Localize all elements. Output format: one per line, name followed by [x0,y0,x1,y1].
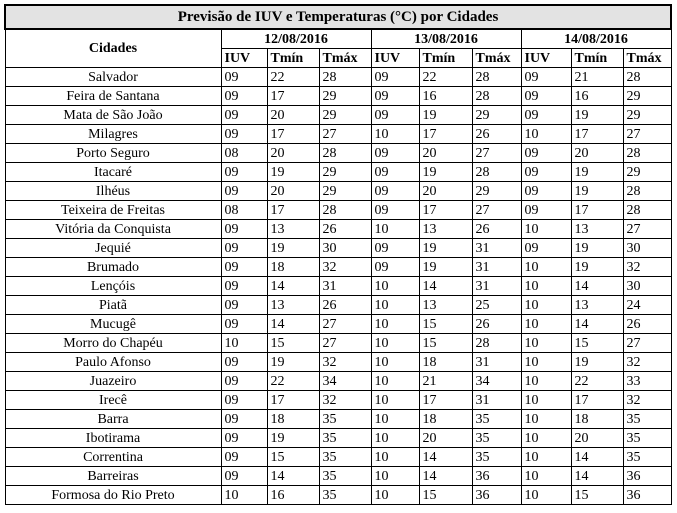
tmax-value-cell: 32 [623,353,671,372]
tmin-value-cell: 17 [267,125,319,144]
tmin-value-cell: 20 [419,144,472,163]
tmax-value-cell: 35 [319,410,371,429]
iuv-value-cell: 10 [521,125,571,144]
city-name-cell: Teixeira de Freitas [5,201,221,220]
tmax-value-cell: 29 [319,163,371,182]
tmax-value-cell: 34 [472,372,521,391]
tmin-header: Tmín [267,49,319,68]
city-name-cell: Juazeiro [5,372,221,391]
tmax-value-cell: 27 [623,334,671,353]
forecast-table [4,4,672,505]
tmax-value-cell: 35 [472,448,521,467]
iuv-value-cell: 09 [521,87,571,106]
tmin-value-cell: 17 [267,201,319,220]
city-name-cell: Paulo Afonso [5,353,221,372]
tmax-value-cell: 31 [319,277,371,296]
tmin-value-cell: 20 [267,106,319,125]
tmax-value-cell: 32 [623,258,671,277]
tmin-value-cell: 17 [267,391,319,410]
tmax-value-cell: 33 [623,372,671,391]
tmin-value-cell: 22 [571,372,623,391]
tmin-value-cell: 18 [419,410,472,429]
tmin-value-cell: 19 [419,258,472,277]
iuv-value-cell: 10 [371,391,419,410]
tmax-value-cell: 27 [319,334,371,353]
tmin-value-cell: 17 [419,201,472,220]
tmin-value-cell: 17 [571,125,623,144]
tmax-value-cell: 29 [319,182,371,201]
iuv-value-cell: 10 [371,429,419,448]
tmin-value-cell: 20 [571,144,623,163]
tmin-value-cell: 14 [419,277,472,296]
tmin-value-cell: 19 [419,106,472,125]
iuv-value-cell: 09 [371,239,419,258]
table-row [5,429,671,448]
city-name-cell: Salvador [5,68,221,87]
iuv-value-cell: 09 [221,448,267,467]
table-row [5,334,671,353]
city-name-cell: Ilhéus [5,182,221,201]
tmax-value-cell: 26 [623,315,671,334]
table-body [5,68,671,505]
tmin-value-cell: 13 [571,220,623,239]
tmin-value-cell: 15 [419,334,472,353]
tmax-value-cell: 35 [319,448,371,467]
tmax-value-cell: 35 [319,467,371,486]
city-name-cell: Formosa do Rio Preto [5,486,221,505]
table-row [5,239,671,258]
tmax-value-cell: 30 [319,239,371,258]
tmin-value-cell: 22 [267,68,319,87]
tmin-value-cell: 17 [571,391,623,410]
iuv-value-cell: 09 [371,144,419,163]
tmin-value-cell: 14 [267,315,319,334]
iuv-value-cell: 10 [371,296,419,315]
tmin-value-cell: 20 [267,182,319,201]
tmax-value-cell: 26 [472,220,521,239]
tmax-value-cell: 29 [472,182,521,201]
tmin-value-cell: 19 [267,239,319,258]
tmax-value-cell: 31 [472,239,521,258]
iuv-value-cell: 09 [221,372,267,391]
date-header: 12/08/2016 [221,29,371,49]
tmax-value-cell: 28 [319,144,371,163]
tmax-value-cell: 25 [472,296,521,315]
iuv-value-cell: 09 [221,68,267,87]
tmax-value-cell: 31 [472,258,521,277]
tmax-value-cell: 35 [623,429,671,448]
iuv-value-cell: 09 [371,182,419,201]
iuv-value-cell: 09 [371,201,419,220]
tmax-value-cell: 26 [319,296,371,315]
tmax-value-cell: 28 [623,182,671,201]
iuv-value-cell: 10 [521,353,571,372]
city-name-cell: Correntina [5,448,221,467]
iuv-value-cell: 09 [221,106,267,125]
tmin-value-cell: 19 [571,106,623,125]
tmin-value-cell: 19 [571,239,623,258]
tmax-value-cell: 36 [623,467,671,486]
iuv-header: IUV [521,49,571,68]
tmin-value-cell: 21 [571,68,623,87]
iuv-value-cell: 09 [221,467,267,486]
tmin-value-cell: 19 [419,239,472,258]
iuv-value-cell: 09 [521,144,571,163]
tmin-value-cell: 20 [419,182,472,201]
tmax-value-cell: 26 [472,315,521,334]
iuv-value-cell: 10 [371,372,419,391]
tmin-value-cell: 19 [571,182,623,201]
tmin-value-cell: 19 [267,429,319,448]
iuv-value-cell: 09 [221,239,267,258]
iuv-value-cell: 09 [521,163,571,182]
iuv-value-cell: 09 [371,106,419,125]
city-name-cell: Irecê [5,391,221,410]
tmin-value-cell: 19 [267,353,319,372]
tmin-value-cell: 15 [571,486,623,505]
city-name-cell: Milagres [5,125,221,144]
iuv-value-cell: 09 [221,429,267,448]
iuv-value-cell: 09 [521,182,571,201]
city-name-cell: Vitória da Conquista [5,220,221,239]
iuv-value-cell: 09 [221,87,267,106]
forecast-table-container [4,4,672,505]
iuv-value-cell: 10 [371,334,419,353]
city-name-cell: Barreiras [5,467,221,486]
iuv-value-cell: 10 [371,315,419,334]
tmin-value-cell: 13 [419,220,472,239]
iuv-value-cell: 09 [371,68,419,87]
table-row [5,220,671,239]
tmax-value-cell: 26 [319,220,371,239]
tmin-value-cell: 20 [571,429,623,448]
city-name-cell: Ibotirama [5,429,221,448]
tmax-value-cell: 29 [623,87,671,106]
tmax-value-cell: 35 [319,486,371,505]
table-row [5,315,671,334]
tmin-value-cell: 13 [267,296,319,315]
iuv-value-cell: 09 [521,239,571,258]
table-row [5,372,671,391]
table-row [5,391,671,410]
iuv-value-cell: 10 [521,220,571,239]
tmax-value-cell: 32 [319,353,371,372]
tmax-value-cell: 27 [319,125,371,144]
tmax-value-cell: 35 [623,410,671,429]
iuv-value-cell: 10 [521,315,571,334]
tmax-value-cell: 29 [319,106,371,125]
tmax-value-cell: 28 [472,163,521,182]
tmin-value-cell: 17 [419,391,472,410]
iuv-value-cell: 09 [221,182,267,201]
tmin-value-cell: 14 [267,277,319,296]
iuv-value-cell: 09 [221,125,267,144]
tmin-value-cell: 15 [267,334,319,353]
tmax-value-cell: 28 [623,201,671,220]
city-name-cell: Morro do Chapéu [5,334,221,353]
table-row [5,296,671,315]
table-row [5,467,671,486]
iuv-value-cell: 09 [221,315,267,334]
iuv-value-cell: 10 [371,125,419,144]
tmax-value-cell: 28 [319,68,371,87]
tmin-value-cell: 20 [267,144,319,163]
iuv-value-cell: 09 [221,353,267,372]
tmin-header: Tmín [419,49,472,68]
tmin-value-cell: 17 [267,87,319,106]
tmax-value-cell: 27 [472,201,521,220]
tmin-value-cell: 16 [267,486,319,505]
tmin-value-cell: 19 [267,163,319,182]
tmax-value-cell: 32 [319,258,371,277]
iuv-value-cell: 10 [371,467,419,486]
iuv-header: IUV [221,49,267,68]
iuv-value-cell: 09 [221,296,267,315]
table-row [5,68,671,87]
iuv-value-cell: 10 [221,334,267,353]
tmin-value-cell: 22 [267,372,319,391]
iuv-value-cell: 10 [371,410,419,429]
tmin-value-cell: 17 [571,201,623,220]
tmin-value-cell: 14 [419,467,472,486]
city-name-cell: Jequié [5,239,221,258]
tmax-value-cell: 29 [623,106,671,125]
tmin-value-cell: 13 [267,220,319,239]
iuv-value-cell: 10 [521,391,571,410]
tmin-value-cell: 18 [571,410,623,429]
iuv-value-cell: 10 [521,410,571,429]
iuv-value-cell: 09 [521,201,571,220]
tmax-value-cell: 31 [472,391,521,410]
tmax-value-cell: 28 [472,68,521,87]
table-row [5,125,671,144]
tmax-value-cell: 29 [472,106,521,125]
tmin-header: Tmín [571,49,623,68]
tmin-value-cell: 19 [571,258,623,277]
tmin-value-cell: 16 [571,87,623,106]
tmax-value-cell: 35 [319,429,371,448]
tmin-value-cell: 14 [571,315,623,334]
tmax-value-cell: 29 [623,163,671,182]
tmin-value-cell: 15 [419,486,472,505]
tmin-value-cell: 16 [419,87,472,106]
iuv-value-cell: 10 [371,448,419,467]
table-row [5,87,671,106]
city-column-header: Cidades [5,29,221,68]
tmax-value-cell: 36 [623,486,671,505]
city-name-cell: Porto Seguro [5,144,221,163]
tmin-value-cell: 19 [571,163,623,182]
iuv-value-cell: 09 [521,106,571,125]
city-name-cell: Piatã [5,296,221,315]
tmax-value-cell: 27 [319,315,371,334]
iuv-value-cell: 09 [221,220,267,239]
iuv-value-cell: 10 [521,296,571,315]
iuv-value-cell: 09 [371,87,419,106]
iuv-value-cell: 10 [521,429,571,448]
table-row [5,201,671,220]
tmax-value-cell: 35 [623,448,671,467]
iuv-value-cell: 10 [521,277,571,296]
tmax-value-cell: 29 [319,87,371,106]
iuv-value-cell: 08 [221,144,267,163]
tmin-value-cell: 14 [571,277,623,296]
tmax-value-cell: 32 [319,391,371,410]
tmin-value-cell: 17 [419,125,472,144]
tmax-value-cell: 27 [472,144,521,163]
tmax-value-cell: 36 [472,467,521,486]
tmin-value-cell: 15 [267,448,319,467]
tmin-value-cell: 18 [419,353,472,372]
tmax-value-cell: 27 [623,125,671,144]
city-name-cell: Feira de Santana [5,87,221,106]
tmin-value-cell: 19 [419,163,472,182]
iuv-value-cell: 10 [371,486,419,505]
table-row [5,277,671,296]
iuv-value-cell: 09 [371,163,419,182]
tmax-value-cell: 35 [472,410,521,429]
table-row [5,163,671,182]
city-name-cell: Barra [5,410,221,429]
tmin-value-cell: 14 [571,448,623,467]
iuv-value-cell: 10 [371,220,419,239]
iuv-value-cell: 09 [521,68,571,87]
tmin-value-cell: 18 [267,258,319,277]
table-row [5,144,671,163]
iuv-value-cell: 10 [521,372,571,391]
tmax-value-cell: 28 [623,144,671,163]
table-row [5,258,671,277]
iuv-value-cell: 10 [371,277,419,296]
tmax-value-cell: 27 [623,220,671,239]
city-name-cell: Itacaré [5,163,221,182]
tmin-value-cell: 13 [571,296,623,315]
tmax-header: Tmáx [319,49,371,68]
iuv-value-cell: 08 [221,201,267,220]
tmax-value-cell: 36 [472,486,521,505]
table-row [5,182,671,201]
table-row [5,106,671,125]
tmax-value-cell: 24 [623,296,671,315]
tmin-value-cell: 14 [571,467,623,486]
tmax-value-cell: 28 [623,68,671,87]
tmin-value-cell: 15 [419,315,472,334]
city-name-cell: Lençóis [5,277,221,296]
table-title: Previsão de IUV e Temperaturas (°C) por Cidades [5,5,671,29]
iuv-value-cell: 09 [221,277,267,296]
iuv-value-cell: 09 [221,258,267,277]
tmax-value-cell: 30 [623,239,671,258]
city-name-cell: Brumado [5,258,221,277]
tmin-value-cell: 14 [267,467,319,486]
iuv-value-cell: 10 [521,467,571,486]
tmax-header: Tmáx [623,49,671,68]
iuv-value-cell: 10 [521,448,571,467]
tmin-value-cell: 18 [267,410,319,429]
iuv-header: IUV [371,49,419,68]
iuv-value-cell: 09 [371,258,419,277]
iuv-value-cell: 10 [221,486,267,505]
tmax-value-cell: 31 [472,277,521,296]
iuv-value-cell: 09 [221,163,267,182]
tmax-value-cell: 28 [319,201,371,220]
iuv-value-cell: 10 [371,353,419,372]
iuv-value-cell: 10 [521,334,571,353]
iuv-value-cell: 09 [221,391,267,410]
date-header: 13/08/2016 [371,29,521,49]
tmax-header: Tmáx [472,49,521,68]
tmin-value-cell: 19 [571,353,623,372]
tmax-value-cell: 30 [623,277,671,296]
tmin-value-cell: 20 [419,429,472,448]
iuv-value-cell: 09 [221,410,267,429]
iuv-value-cell: 10 [521,258,571,277]
tmax-value-cell: 28 [472,87,521,106]
tmax-value-cell: 35 [472,429,521,448]
tmax-value-cell: 34 [319,372,371,391]
tmin-value-cell: 21 [419,372,472,391]
table-row [5,486,671,505]
tmin-value-cell: 13 [419,296,472,315]
tmin-value-cell: 22 [419,68,472,87]
iuv-value-cell: 10 [521,486,571,505]
tmax-value-cell: 28 [472,334,521,353]
city-name-cell: Mucugê [5,315,221,334]
date-header: 14/08/2016 [521,29,671,49]
table-row [5,410,671,429]
tmax-value-cell: 26 [472,125,521,144]
table-row [5,448,671,467]
tmin-value-cell: 14 [419,448,472,467]
tmin-value-cell: 15 [571,334,623,353]
table-row [5,353,671,372]
tmax-value-cell: 31 [472,353,521,372]
tmax-value-cell: 32 [623,391,671,410]
city-name-cell: Mata de São João [5,106,221,125]
